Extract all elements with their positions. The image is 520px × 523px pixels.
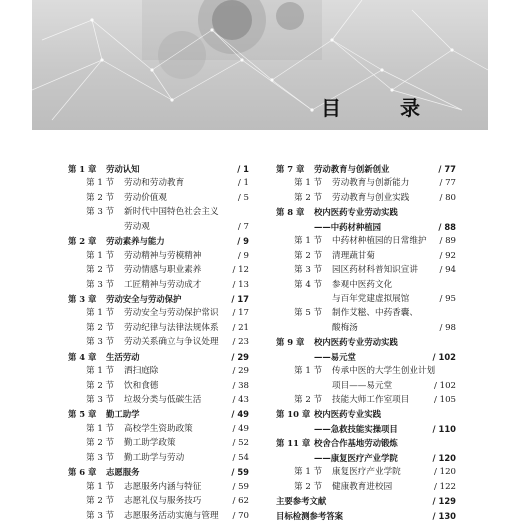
toc-entry-number: 第 2 节 — [294, 250, 323, 261]
toc-entry-number: 第 2 节 — [294, 192, 323, 203]
toc-entry-number: 第 1 节 — [294, 366, 323, 377]
toc-entry-page: / 102 — [433, 380, 456, 391]
toc-entry-page: / 5 — [237, 192, 249, 203]
toc-entry — [276, 321, 456, 335]
toc-entry-number: 第 11 章 — [276, 438, 311, 449]
toc-entry-number: 第 1 章 — [68, 164, 97, 174]
toc-entry-page: / 54 — [232, 452, 249, 463]
toc-entry-number: 第 3 节 — [86, 452, 115, 463]
toc-entry-page: / 23 — [232, 337, 249, 348]
toc-entry — [276, 234, 456, 248]
toc-entry — [276, 379, 456, 393]
toc-entry-number: 第 1 节 — [294, 236, 323, 247]
toc-entry-title: 垃圾分类与低碳生活 — [124, 395, 202, 405]
toc-entry — [276, 364, 456, 378]
toc-entry-title: 志愿礼仪与服务技巧 — [124, 496, 202, 507]
toc-entry-number: 第 3 节 — [86, 337, 115, 348]
toc-entry — [276, 335, 456, 349]
toc-entry-title: 洒扫庭除 — [124, 366, 159, 377]
toc-entry-title: ——康复医疗产业学院 — [314, 452, 398, 463]
toc-entry-title: 工匠精神与劳动成才 — [124, 279, 202, 290]
toc-entry-page: / 129 — [432, 496, 456, 507]
toc-entry-title: 清理蔬甘菊 — [332, 250, 375, 261]
toc-entry-number: 第 3 节 — [86, 510, 115, 521]
contents-title: 目 录 — [321, 96, 446, 120]
toc-entry-number: 第 1 节 — [86, 366, 115, 377]
toc-entry — [68, 494, 249, 508]
toc-entry-page: / 17 — [231, 293, 249, 304]
toc-entry-title: 劳动安全与劳动保护 — [106, 293, 182, 304]
toc-entry-number: 第 5 章 — [68, 409, 97, 420]
toc-entry-page: / 38 — [232, 380, 249, 391]
toc-entry-page: / 21 — [232, 322, 249, 333]
toc-entry-page: / 52 — [232, 438, 249, 449]
toc-entry-page: / 77 — [438, 164, 456, 174]
toc-entry-number: 第 2 章 — [68, 236, 97, 247]
toc-right-column — [276, 162, 456, 523]
toc-entry — [68, 249, 249, 263]
toc-entry-title: 劳动教育与创新创业 — [314, 164, 390, 174]
toc-entry-page: / 70 — [232, 510, 249, 521]
toc-entry — [276, 451, 456, 465]
toc-entry-title: 新时代中国特色社会主义 — [124, 207, 219, 218]
toc-entry — [68, 379, 249, 393]
toc-entry-title: 校舍合作基地劳动锻炼 — [314, 438, 398, 449]
toc-entry-page: / 12 — [232, 265, 249, 276]
toc-entry-title: 生活劳动 — [106, 351, 140, 362]
toc-entry-title: 制作艾糍、中药香囊、 — [332, 308, 418, 319]
toc-entry-page: / 130 — [432, 510, 456, 521]
toc-entry-page: / 29 — [231, 351, 249, 362]
toc-entry-page: / 17 — [232, 308, 249, 319]
toc-entry-page: / 120 — [432, 452, 456, 463]
toc-entry — [68, 292, 249, 306]
toc-entry — [276, 407, 456, 421]
toc-entry-title: 劳动教育与创业实践 — [332, 192, 410, 203]
toc-entry-number: 第 3 节 — [86, 279, 115, 290]
toc-entry-page: / 62 — [232, 496, 249, 507]
toc-entry-title: 校内医药专业劳动实践 — [314, 337, 398, 348]
toc-entry — [276, 436, 456, 450]
toc-entry — [68, 509, 249, 523]
toc-entry-page: / 98 — [439, 322, 456, 333]
toc-entry-page: / 88 — [438, 221, 456, 232]
toc-entry — [68, 176, 249, 190]
toc-entry — [68, 335, 249, 349]
toc-entry-page: / 9 — [237, 236, 249, 247]
toc-entry — [68, 191, 249, 205]
toc-entry-title: 劳动纪律与法律法规体系 — [124, 322, 219, 333]
toc-entry-number: 第 2 节 — [294, 395, 323, 405]
toc-entry-title: 劳动精神与劳模精神 — [124, 250, 202, 261]
toc-entry-number: 第 4 节 — [294, 279, 323, 290]
toc-entry-title: 劳动情感与职业素养 — [124, 265, 202, 276]
toc-entry — [68, 364, 249, 378]
toc-entry-title: 勤工助学 — [106, 409, 140, 420]
toc-entry-page: / 49 — [232, 423, 249, 434]
toc-entry-number: 第 1 节 — [294, 467, 323, 478]
toc-entry — [68, 220, 249, 234]
toc-entry-title: 志愿服务 — [106, 467, 140, 478]
toc-entry — [68, 234, 249, 248]
toc-entry-page: / 43 — [232, 395, 249, 405]
toc-entry — [68, 451, 249, 465]
toc-entry-page: / 105 — [433, 395, 456, 405]
toc-entry — [68, 407, 249, 421]
toc-entry-number: 第 2 节 — [86, 322, 115, 333]
toc-entry — [276, 176, 456, 190]
toc-entry-number: 第 4 章 — [68, 351, 97, 362]
toc-entry-title: 健康教育进校园 — [332, 481, 393, 492]
toc-entry-title: 与百年党建虚拟展馆 — [332, 293, 410, 304]
toc-entry-title: 酸梅汤 — [332, 322, 358, 333]
toc-entry — [276, 205, 456, 219]
toc-left-column — [68, 162, 249, 523]
toc-entry-title: 劳动价值观 — [124, 192, 167, 203]
toc-entry-page: / 59 — [231, 467, 249, 478]
toc-entry-page: / 94 — [439, 265, 456, 276]
toc-entry-page: / 1 — [237, 164, 249, 174]
toc-entry — [68, 263, 249, 277]
toc-entry-title: 主要参考文献 — [276, 496, 327, 507]
header-banner — [32, 0, 488, 130]
toc-entry-title: 劳动教育与创新能力 — [332, 178, 410, 189]
toc-entry — [68, 465, 249, 479]
toc-entry-number: 第 5 节 — [294, 308, 323, 319]
toc-entry-number: 第 3 章 — [68, 293, 97, 304]
toc-entry — [68, 278, 249, 292]
toc-entry-page: / 102 — [432, 351, 456, 362]
toc-entry-title: 勤工助学政策 — [124, 438, 176, 449]
toc-entry-number: 第 2 节 — [86, 380, 115, 391]
toc-entry-title: ——中药材种植园 — [314, 221, 381, 232]
toc-entry-page: / 122 — [433, 481, 456, 492]
toc-entry-title: 饮和食德 — [124, 380, 159, 391]
toc-entry — [276, 249, 456, 263]
toc-entry-title: 劳动关系确立与争议处理 — [124, 337, 219, 348]
toc-entry-number: 第 1 节 — [86, 178, 115, 189]
toc-entry-title: 高校学生资助政策 — [124, 423, 193, 434]
toc-entry-page: / 49 — [231, 409, 249, 420]
toc-entry-page: / 92 — [439, 250, 456, 261]
toc-entry — [68, 480, 249, 494]
toc-entry-title: 劳动认知 — [106, 164, 140, 174]
toc-entry — [276, 393, 456, 407]
toc-entry-number: 第 2 节 — [86, 192, 115, 203]
toc-entry-title: ——急救技能实操项目 — [314, 423, 398, 434]
toc-entry-number: 第 1 节 — [294, 178, 323, 189]
toc-entry-number: 第 3 节 — [294, 265, 323, 276]
toc-entry-title: 校内医药专业实践 — [314, 409, 381, 420]
toc-entry-page: / 13 — [232, 279, 249, 290]
toc-entry-number: 第 1 节 — [86, 308, 115, 319]
toc-entry-page: / 95 — [439, 293, 456, 304]
toc-entry-title: 园区药材科普知识宣讲 — [332, 265, 418, 276]
toc-entry-page: / 9 — [237, 250, 249, 261]
toc-entry-title: 志愿服务活动实施与管理 — [124, 510, 219, 521]
toc-entry-number: 第 2 节 — [86, 438, 115, 449]
toc-entry-number: 第 2 节 — [294, 481, 323, 492]
toc-entry-page: / 120 — [433, 467, 456, 478]
toc-entry-title: 传承中医的大学生创业计划 — [332, 366, 436, 377]
toc-entry-title: 康复医疗产业学院 — [332, 467, 401, 478]
toc-entry-page: / 29 — [232, 366, 249, 377]
toc-entry-title: 技能大师工作室项目 — [332, 395, 410, 405]
toc-entry-number: 第 1 节 — [86, 423, 115, 434]
toc-entry — [276, 263, 456, 277]
toc-entry — [68, 422, 249, 436]
toc-entry-page: / 77 — [439, 178, 456, 189]
toc-entry-title: 劳动安全与劳动保护常识 — [124, 308, 219, 319]
toc-entry-title: 校内医药专业劳动实践 — [314, 207, 398, 218]
toc-entry — [276, 350, 456, 364]
toc-entry-title: ——易元堂 — [314, 351, 356, 362]
toc-entry-number: 第 7 章 — [276, 164, 305, 174]
toc-entry-number: 第 1 节 — [86, 481, 115, 492]
toc-entry-page: / 80 — [439, 192, 456, 203]
toc-entry — [68, 306, 249, 320]
toc-entry — [276, 220, 456, 234]
toc-entry-number: 第 9 章 — [276, 337, 305, 348]
toc-entry — [68, 205, 249, 219]
toc-entry-number: 第 8 章 — [276, 207, 305, 218]
toc-entry — [68, 162, 249, 176]
toc-entry-number: 第 2 节 — [86, 496, 115, 507]
toc-entry-page: / 1 — [237, 178, 249, 189]
toc-entry-title: 参观中医药文化 — [332, 279, 393, 290]
toc-entry-number: 第 1 节 — [86, 250, 115, 261]
toc-entry-title: 志愿服务内涵与特征 — [124, 481, 202, 492]
toc-entry — [276, 494, 456, 508]
toc-entry — [68, 393, 249, 407]
toc-entry — [276, 162, 456, 176]
toc-entry-number: 第 2 节 — [86, 265, 115, 276]
toc-entry — [276, 278, 456, 292]
toc-entry — [68, 350, 249, 364]
toc-entry-title: 勤工助学与劳动 — [124, 452, 185, 463]
toc-entry-number: 第 3 节 — [86, 395, 115, 405]
toc-entry-page: / 7 — [237, 221, 249, 232]
toc-entry-number: 第 10 章 — [276, 409, 311, 420]
toc-entry — [276, 465, 456, 479]
toc-entry-title: 劳动素养与能力 — [106, 236, 165, 247]
toc-entry-title: 项目——易元堂 — [332, 380, 393, 391]
toc-entry — [68, 321, 249, 335]
toc-entry — [276, 191, 456, 205]
toc-entry — [276, 306, 456, 320]
toc-entry — [276, 480, 456, 494]
toc-entry-title: 劳动观 — [124, 221, 150, 232]
toc-entry-number: 第 6 章 — [68, 467, 97, 478]
toc-entry-title: 劳动和劳动教育 — [124, 178, 185, 189]
toc-entry — [276, 509, 456, 523]
toc-entry-page: / 89 — [439, 236, 456, 247]
toc-entry-title: 中药材种植园的日常维护 — [332, 236, 427, 247]
toc-entry — [276, 292, 456, 306]
toc-entry-title: 目标检测参考答案 — [276, 510, 343, 521]
toc-entry — [276, 422, 456, 436]
toc-entry-page: / 110 — [432, 423, 456, 434]
toc-entry — [68, 436, 249, 450]
toc-entry-number: 第 3 节 — [86, 207, 115, 218]
toc-entry-page: / 59 — [232, 481, 249, 492]
